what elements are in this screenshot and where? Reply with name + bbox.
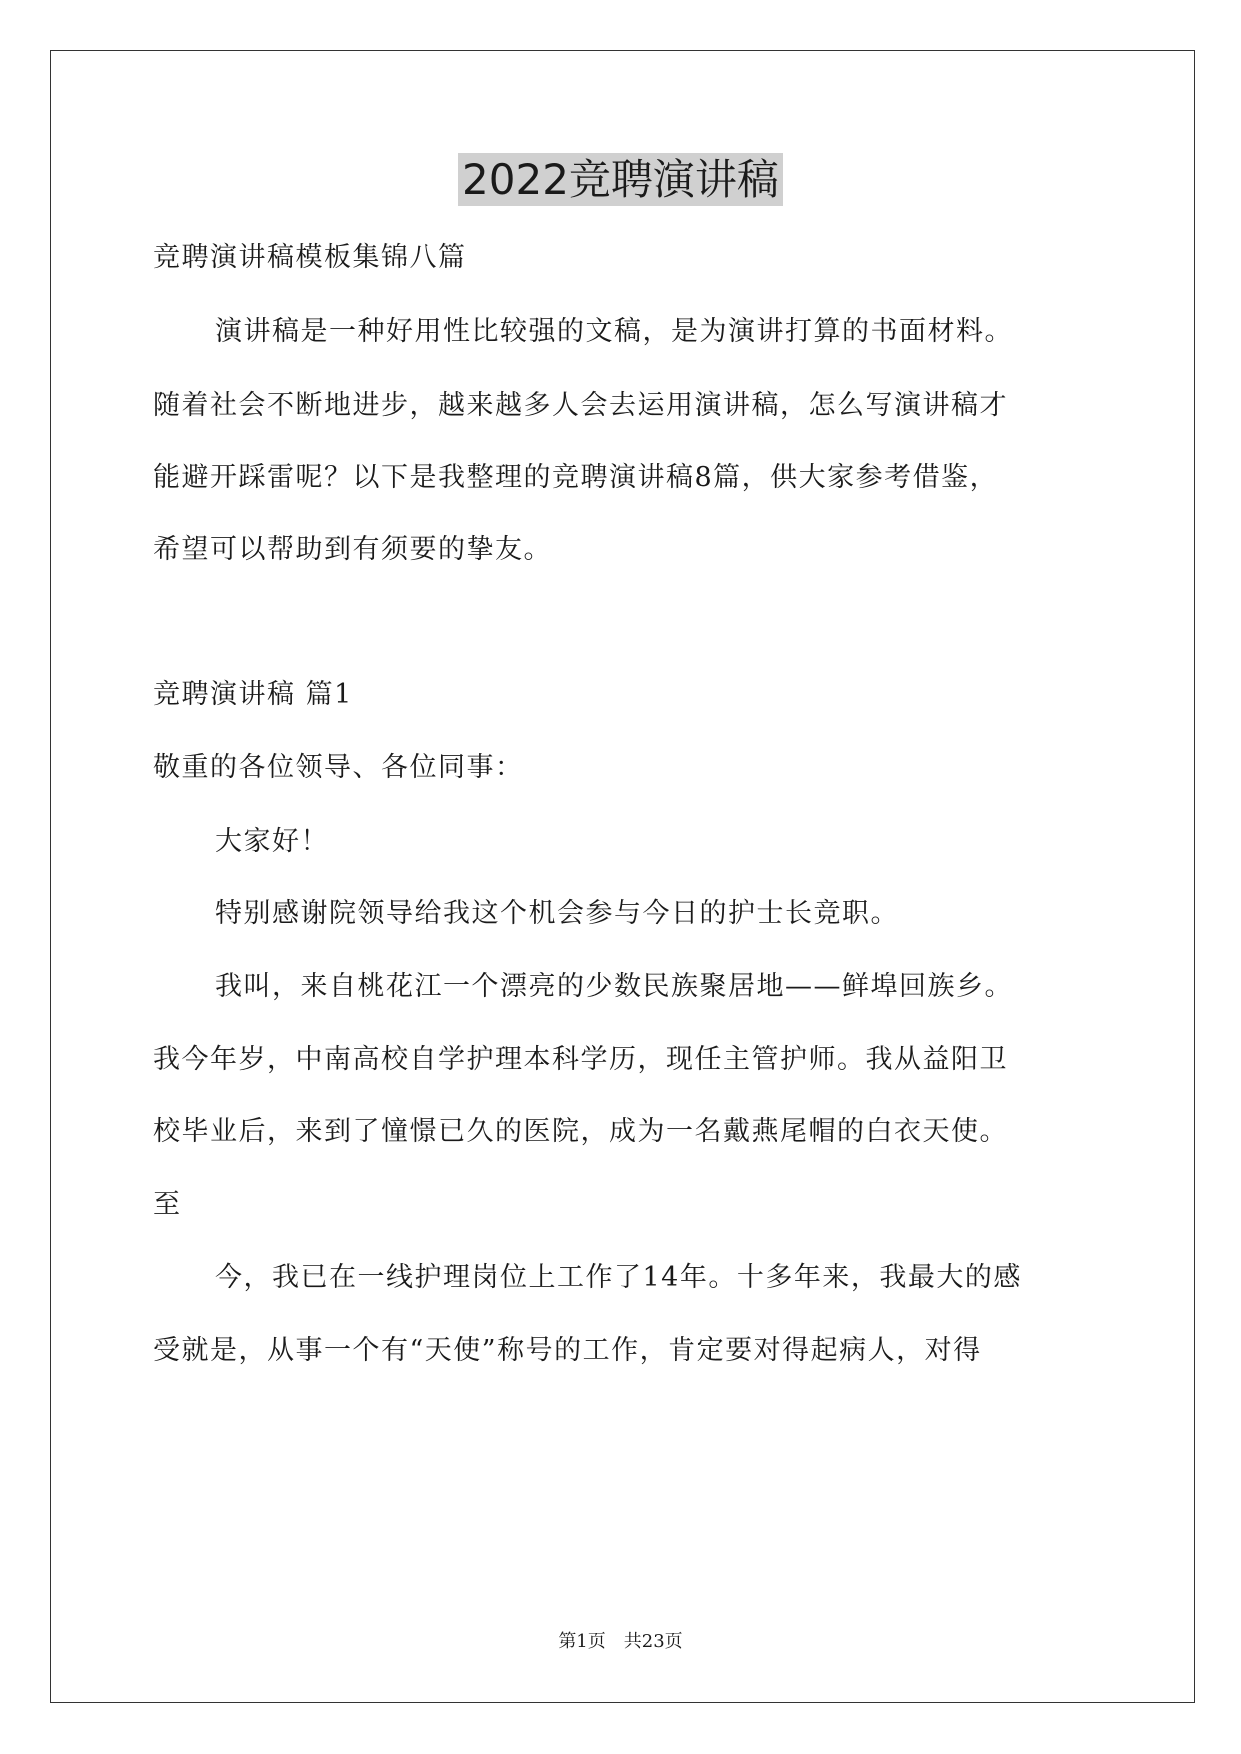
page-number: 第1页 bbox=[558, 1631, 606, 1652]
document-title-text: 2022竞聘演讲稿 bbox=[458, 153, 783, 206]
section-heading: 竞聘演讲稿 篇1 bbox=[153, 679, 353, 710]
page-footer bbox=[0, 1630, 1241, 1654]
page-total: 共23页 bbox=[623, 1631, 683, 1652]
paragraph-line: 特别感谢院领导给我这个机会参与今日的护士长竞职。 bbox=[215, 898, 899, 929]
paragraph-line: 希望可以帮助到有须要的挚友。 bbox=[153, 534, 552, 565]
salutation: 敬重的各位领导、各位同事： bbox=[153, 752, 524, 783]
paragraph-line: 能避开踩雷呢？以下是我整理的竞聘演讲稿8篇，供大家参考借鉴， bbox=[153, 462, 999, 493]
greeting: 大家好！ bbox=[215, 826, 329, 857]
document-subtitle: 竞聘演讲稿模板集锦八篇 bbox=[153, 242, 467, 273]
document-title bbox=[0, 150, 1241, 210]
paragraph-line: 演讲稿是一种好用性比较强的文稿，是为演讲打算的书面材料。 bbox=[215, 316, 1013, 347]
paragraph-line: 校毕业后，来到了憧憬已久的医院，成为一名戴燕尾帽的白衣天使。 bbox=[153, 1116, 1008, 1147]
paragraph-line: 今，我已在一线护理岗位上工作了14年。十多年来，我最大的感 bbox=[215, 1262, 1022, 1293]
paragraph-line: 随着社会不断地进步，越来越多人会去运用演讲稿，怎么写演讲稿才 bbox=[153, 390, 1008, 421]
page-frame bbox=[50, 50, 1195, 1703]
paragraph-line: 受就是，从事一个有“天使”称号的工作，肯定要对得起病人，对得 bbox=[153, 1335, 982, 1366]
paragraph-line: 至 bbox=[153, 1189, 182, 1220]
paragraph-line: 我今年岁，中南高校自学护理本科学历，现任主管护师。我从益阳卫 bbox=[153, 1044, 1008, 1075]
paragraph-line: 我叫，来自桃花江一个漂亮的少数民族聚居地——鲜埠回族乡。 bbox=[215, 971, 1013, 1002]
